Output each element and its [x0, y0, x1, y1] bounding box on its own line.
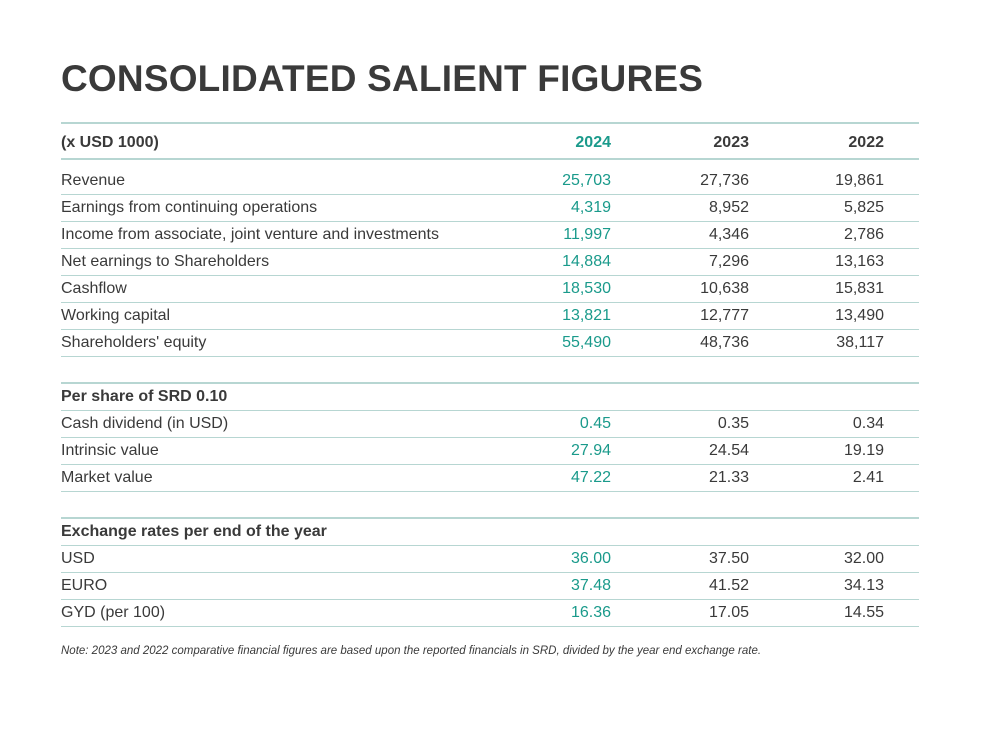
- table-row: [61, 222, 919, 249]
- year-header-2023: 2023: [713, 134, 749, 151]
- row-label: Market value: [61, 469, 153, 486]
- value-2024: 11,997: [563, 226, 611, 243]
- table-row: [61, 411, 919, 438]
- value-2024: 27.94: [570, 442, 611, 459]
- row-label: Income from associate, joint venture and investments: [61, 226, 439, 243]
- row-label: Revenue: [61, 172, 126, 189]
- value-2024: 0.45: [579, 415, 611, 432]
- value-2024: 18,530: [562, 280, 611, 297]
- value-2023: 7,296: [708, 253, 749, 270]
- table-row: [61, 546, 919, 573]
- value-2023: 8,952: [708, 199, 749, 216]
- row-label: Earnings from continuing operations: [61, 199, 318, 216]
- value-2024: 47.22: [570, 469, 611, 486]
- value-2023: 24.54: [708, 442, 749, 459]
- value-2022: 13,163: [835, 253, 884, 270]
- row-label: Cashflow: [61, 280, 127, 297]
- table-row: [61, 249, 919, 276]
- table-row: [61, 573, 919, 600]
- value-2022: 34.13: [843, 577, 884, 594]
- value-2023: 17.05: [708, 604, 749, 621]
- value-2023: 4,346: [708, 226, 749, 243]
- table-header-row: [61, 122, 919, 160]
- section-heading-label: Per share of SRD 0.10: [61, 388, 228, 405]
- value-2024: 55,490: [562, 334, 611, 351]
- value-2024: 37.48: [570, 577, 611, 594]
- value-2022: 5,825: [843, 199, 884, 216]
- table-row: [61, 600, 919, 627]
- unit-label: (x USD 1000): [61, 134, 159, 151]
- table-row: [61, 465, 919, 492]
- section-heading: [61, 517, 919, 546]
- value-2023: 37.50: [708, 550, 749, 567]
- page-title: CONSOLIDATED SALIENT FIGURES: [61, 58, 704, 99]
- value-2023: 10,638: [700, 280, 749, 297]
- value-2024: 13,821: [562, 307, 611, 324]
- value-2024: 14,884: [562, 253, 611, 270]
- table-row: [61, 438, 919, 465]
- value-2023: 48,736: [700, 334, 749, 351]
- row-label: Net earnings to Shareholders: [61, 253, 270, 270]
- value-2022: 2.41: [852, 469, 884, 486]
- year-header-2024: 2024: [575, 134, 611, 151]
- value-2024: 25,703: [562, 172, 611, 189]
- table-row: [61, 195, 919, 222]
- row-label: USD: [61, 550, 95, 567]
- value-2024: 4,319: [570, 199, 611, 216]
- value-2023: 12,777: [700, 307, 749, 324]
- table-body: [61, 168, 919, 627]
- section-heading-label: Exchange rates per end of the year: [61, 523, 327, 540]
- year-header-2022: 2022: [848, 134, 884, 151]
- footnote: Note: 2023 and 2022 comparative financial figures are based upon the reported financials in SRD, divided by the year end exchange rate.: [61, 645, 762, 657]
- value-2024: 16.36: [570, 604, 611, 621]
- value-2022: 32.00: [843, 550, 884, 567]
- table-row: [61, 276, 919, 303]
- value-2022: 19,861: [835, 172, 884, 189]
- row-label: Working capital: [61, 307, 171, 324]
- row-label: Cash dividend (in USD): [61, 415, 229, 432]
- table-row: [61, 168, 919, 195]
- value-2022: 13,490: [835, 307, 884, 324]
- value-2023: 0.35: [717, 415, 749, 432]
- value-2022: 2,786: [843, 226, 884, 243]
- value-2022: 19.19: [843, 442, 884, 459]
- value-2023: 41.52: [708, 577, 749, 594]
- table-row: [61, 303, 919, 330]
- salient-figures-table: [61, 122, 919, 627]
- row-label: EURO: [61, 577, 108, 594]
- table-row: [61, 330, 919, 357]
- row-label: Intrinsic value: [61, 442, 159, 459]
- value-2023: 21.33: [708, 469, 749, 486]
- value-2023: 27,736: [700, 172, 749, 189]
- value-2022: 0.34: [852, 415, 884, 432]
- row-label: Shareholders' equity: [61, 334, 207, 351]
- value-2022: 14.55: [843, 604, 884, 621]
- value-2024: 36.00: [570, 550, 611, 567]
- section-heading: [61, 382, 919, 411]
- value-2022: 38,117: [836, 334, 884, 351]
- value-2022: 15,831: [835, 280, 884, 297]
- row-label: GYD (per 100): [61, 604, 166, 621]
